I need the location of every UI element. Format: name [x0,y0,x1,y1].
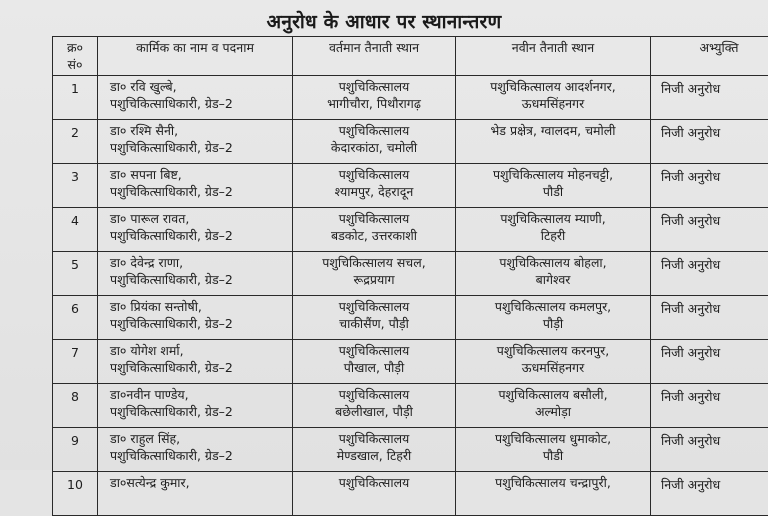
employee-designation: पशुचिकित्साधिकारी, ग्रेड–2 [110,227,288,244]
serial-number: 5 [57,256,93,273]
new-posting-cell [456,384,651,428]
new-posting-cell [456,472,651,516]
current-posting-line2: श्यामपुर, देहरादून [297,183,451,200]
employee-designation: पशुचिकित्साधिकारी, ग्रेड–2 [110,95,288,112]
table-row [53,340,768,384]
new-posting-cell [456,340,651,384]
remark-cell [651,384,768,428]
current-posting-cell [293,208,456,252]
employee-name: डा०नवीन पाण्डेय, [110,386,288,403]
table-row [53,384,768,428]
table-row [53,164,768,208]
table-row [53,296,768,340]
remark-cell [651,76,768,120]
header-serial-line2: सं० [57,56,93,73]
current-posting-cell [293,164,456,208]
serial-cell [53,340,98,384]
new-posting-cell [456,296,651,340]
table-header-row [53,37,768,76]
name-cell [98,164,293,208]
employee-name: डा० रश्मि सैनी, [110,122,288,139]
remark-text: निजी अनुरोध [661,80,768,97]
current-posting-line1: पशुचिकित्सालय [297,430,451,447]
current-posting-line2: केदारकांठा, चमोली [297,139,451,156]
employee-name: डा० देवेन्द्र राणा, [110,254,288,271]
new-posting-line2: टिहरी [460,227,646,244]
new-posting-line2: बागेश्वर [460,271,646,288]
serial-number: 6 [57,300,93,317]
new-posting-line1: पशुचिकित्सालय मोहनचट्टी, [460,166,646,183]
table-row [53,76,768,120]
new-posting-line1: पशुचिकित्सालय कमलपुर, [460,298,646,315]
remark-text: निजी अनुरोध [661,476,768,493]
serial-number: 9 [57,432,93,449]
table-row [53,252,768,296]
serial-cell [53,208,98,252]
remark-text: निजी अनुरोध [661,256,768,273]
transfer-table [52,36,768,516]
name-cell [98,384,293,428]
new-posting-line1: पशुचिकित्सालय बोहला, [460,254,646,271]
new-posting-line2: पौडी [460,447,646,464]
remark-cell [651,120,768,164]
current-posting-line2: बछेलीखाल, पौड़ी [297,403,451,420]
remark-text: निजी अनुरोध [661,344,768,361]
new-posting-line1: पशुचिकित्सालय बसौली, [460,386,646,403]
new-posting-line1: पशुचिकित्सालय आदर्शनगर, [460,78,646,95]
serial-cell [53,296,98,340]
current-posting-line2: चाकीसैंण, पौड़ी [297,315,451,332]
current-posting-line2: मेण्डखाल, टिहरी [297,447,451,464]
remark-cell [651,472,768,516]
serial-cell [53,252,98,296]
new-posting-cell [456,208,651,252]
current-posting-cell [293,120,456,164]
new-posting-line2: ऊधमसिंहनगर [460,359,646,376]
name-cell [98,340,293,384]
employee-designation: पशुचिकित्साधिकारी, ग्रेड–2 [110,403,288,420]
header-serial-line1: क्र० [57,39,93,56]
employee-name: डा० सपना बिष्ट, [110,166,288,183]
serial-number: 8 [57,388,93,405]
table-row [53,120,768,164]
current-posting-cell [293,472,456,516]
new-posting-line2: पौडी [460,183,646,200]
employee-designation: पशुचिकित्साधिकारी, ग्रेड–2 [110,315,288,332]
current-posting-line2: बडकोट, उत्तरकाशी [297,227,451,244]
current-posting-line2: भागीचौरा, पिथौरागढ़ [297,95,451,112]
remark-text: निजी अनुरोध [661,124,768,141]
new-posting-line1: पशुचिकित्सालय चन्द्रापुरी, [460,474,646,491]
employee-name: डा० पारूल रावत, [110,210,288,227]
new-posting-line1: पशुचिकित्सालय म्याणी, [460,210,646,227]
serial-cell [53,428,98,472]
name-cell [98,120,293,164]
remark-cell [651,164,768,208]
employee-designation: पशुचिकित्साधिकारी, ग्रेड–2 [110,447,288,464]
serial-cell [53,164,98,208]
current-posting-line1: पशुचिकित्सालय [297,166,451,183]
current-posting-line2: पौखाल, पौड़ी [297,359,451,376]
current-posting-cell [293,76,456,120]
new-posting-cell [456,120,651,164]
new-posting-line2: ऊधमसिंहनगर [460,95,646,112]
employee-designation: पशुचिकित्साधिकारी, ग्रेड–2 [110,139,288,156]
name-cell [98,472,293,516]
new-posting-cell [456,252,651,296]
employee-name: डा० रवि खुल्बे, [110,78,288,95]
header-name: कार्मिक का नाम व पदनाम [98,37,293,76]
new-posting-line2: पौड़ी [460,315,646,332]
new-posting-line1: पशुचिकित्सालय करनपुर, [460,342,646,359]
employee-name: डा० योगेश शर्मा, [110,342,288,359]
serial-number: 10 [57,476,93,493]
serial-number: 3 [57,168,93,185]
new-posting-cell [456,76,651,120]
new-posting-cell [456,164,651,208]
new-posting-line1: पशुचिकित्सालय धुमाकोट, [460,430,646,447]
serial-cell [53,76,98,120]
current-posting-cell [293,384,456,428]
table-row [53,208,768,252]
current-posting-cell [293,340,456,384]
header-serial [53,37,98,76]
current-posting-line1: पशुचिकित्सालय [297,122,451,139]
employee-designation: पशुचिकित्साधिकारी, ग्रेड–2 [110,183,288,200]
current-posting-line1: पशुचिकित्सालय [297,298,451,315]
employee-name: डा० राहुल सिंह, [110,430,288,447]
name-cell [98,428,293,472]
current-posting-line1: पशुचिकित्सालय [297,78,451,95]
employee-name: डा०सत्येन्द्र कुमार, [110,474,288,491]
current-posting-line1: पशुचिकित्सालय [297,342,451,359]
remark-text: निजी अनुरोध [661,168,768,185]
serial-number: 1 [57,80,93,97]
remark-cell [651,340,768,384]
remark-cell [651,296,768,340]
serial-number: 2 [57,124,93,141]
remark-cell [651,428,768,472]
employee-designation: पशुचिकित्साधिकारी, ग्रेड–2 [110,271,288,288]
serial-number: 4 [57,212,93,229]
table-row [53,428,768,472]
current-posting-cell [293,252,456,296]
current-posting-line1: पशुचिकित्सालय सचल, [297,254,451,271]
header-current-posting: वर्तमान तैनाती स्थान [293,37,456,76]
remark-cell [651,252,768,296]
serial-cell [53,384,98,428]
current-posting-line1: पशुचिकित्सालय [297,474,451,491]
name-cell [98,296,293,340]
serial-number: 7 [57,344,93,361]
document-title: अनुरोध के आधार पर स्थानान्तरण [0,8,768,34]
employee-name: डा० प्रियंका सन्तोषी, [110,298,288,315]
new-posting-cell [456,428,651,472]
remark-text: निजी अनुरोध [661,388,768,405]
name-cell [98,76,293,120]
current-posting-cell [293,296,456,340]
serial-cell [53,120,98,164]
header-new-posting: नवीन तैनाती स्थान [456,37,651,76]
name-cell [98,208,293,252]
remark-text: निजी अनुरोध [661,432,768,449]
serial-cell [53,472,98,516]
remark-text: निजी अनुरोध [661,300,768,317]
remark-cell [651,208,768,252]
current-posting-cell [293,428,456,472]
new-posting-line1: भेड प्रक्षेत्र, ग्वालदम, चमोली [460,122,646,139]
name-cell [98,252,293,296]
new-posting-line2: अल्मोड़ा [460,403,646,420]
current-posting-line2: रूद्रप्रयाग [297,271,451,288]
remark-text: निजी अनुरोध [661,212,768,229]
current-posting-line1: पशुचिकित्सालय [297,210,451,227]
current-posting-line1: पशुचिकित्सालय [297,386,451,403]
table-row [53,472,768,516]
header-remark: अभ्युक्ति [651,37,768,76]
employee-designation: पशुचिकित्साधिकारी, ग्रेड–2 [110,359,288,376]
